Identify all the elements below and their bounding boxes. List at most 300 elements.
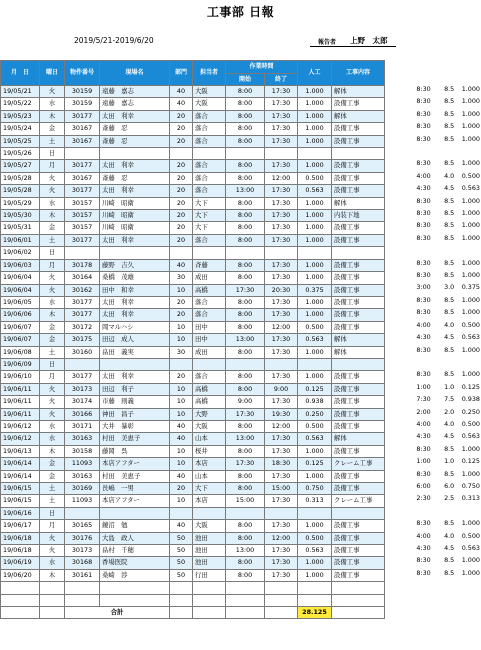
row-property-no: 30167	[65, 135, 100, 147]
row-start: 13:00	[226, 433, 265, 445]
row-start: 8:00	[226, 272, 265, 284]
row-site: 村田 美恵子	[100, 433, 170, 445]
side-decimal: 8.5	[444, 469, 455, 478]
row-end: 17:30	[265, 234, 298, 246]
row-content: 設備工事	[332, 296, 385, 308]
row-weekday: 水	[40, 557, 65, 569]
side-hours	[409, 245, 432, 257]
row-site: 太田 利幸	[100, 185, 170, 197]
total-label: 合計	[65, 607, 170, 619]
row-site: 神田 昌子	[100, 408, 170, 420]
row-start: 8:00	[226, 123, 265, 135]
row-start: 8:00	[226, 520, 265, 532]
table-row	[1, 420, 385, 432]
row-content: 設備工事	[332, 408, 385, 420]
row-manday: 0.938	[298, 396, 332, 408]
row-start: 8:00	[226, 445, 265, 457]
row-property-no: 30177	[65, 234, 100, 246]
row-manday: 1.000	[298, 222, 332, 234]
reporter-name: 上野 太郎	[350, 36, 388, 45]
row-manday: 1.000	[298, 569, 332, 581]
row-date: 19/05/24	[1, 123, 40, 135]
row-weekday: 金	[40, 334, 65, 346]
row-property-no: 30175	[65, 334, 100, 346]
row-person: 大下	[193, 222, 226, 234]
row-weekday: 火	[40, 532, 65, 544]
row-content: 設備工事	[332, 545, 385, 557]
row-weekday: 水	[40, 197, 65, 209]
row-dept: 40	[170, 433, 193, 445]
row-end: 17:30	[265, 334, 298, 346]
row-end	[265, 148, 298, 160]
row-property-no: 11093	[65, 458, 100, 470]
row-end: 17:30	[265, 371, 298, 383]
row-person: 行田	[193, 569, 226, 581]
row-property-no: 30173	[65, 545, 100, 557]
side-hours: 8:30	[416, 370, 431, 379]
row-end: 17:30	[265, 98, 298, 110]
row-manday: 1.000	[298, 346, 332, 358]
row-date: 19/06/11	[1, 408, 40, 420]
row-dept: 20	[170, 309, 193, 321]
row-weekday: 火	[40, 172, 65, 184]
row-manday: 1.000	[298, 445, 332, 457]
row-manday: 1.000	[298, 98, 332, 110]
table-row	[1, 234, 385, 246]
row-manday	[298, 247, 332, 259]
row-date: 19/06/02	[1, 247, 40, 259]
row-start: 8:00	[226, 160, 265, 172]
row-weekday: 日	[40, 247, 65, 259]
row-dept: 40	[170, 86, 193, 98]
side-row	[409, 133, 481, 145]
row-end: 17:30	[265, 495, 298, 507]
side-decimal	[431, 146, 455, 158]
side-manday: 1.000	[461, 122, 480, 131]
side-row	[409, 195, 481, 207]
row-person: 落合	[193, 185, 226, 197]
row-person: 大阪	[193, 420, 226, 432]
row-start: 8:00	[226, 110, 265, 122]
row-person: 山本	[193, 433, 226, 445]
side-row	[409, 493, 481, 505]
side-decimal: 8.5	[444, 209, 455, 218]
row-start: 8:00	[226, 420, 265, 432]
row-dept: 20	[170, 160, 193, 172]
row-date: 19/05/22	[1, 98, 40, 110]
side-hours: 8:30	[416, 233, 431, 242]
row-dept: 50	[170, 569, 193, 581]
side-hours: 4:30	[416, 184, 431, 193]
row-manday: 1.000	[298, 135, 332, 147]
row-dept: 20	[170, 222, 193, 234]
row-date: 19/05/23	[1, 110, 40, 122]
side-manday: 1.000	[461, 109, 480, 118]
table-row	[1, 545, 385, 557]
side-decimal: 4.0	[444, 419, 455, 428]
row-end: 17:30	[265, 272, 298, 284]
row-content: 解体	[332, 86, 385, 98]
row-person: 大阪	[193, 520, 226, 532]
header-start: 開始	[226, 74, 265, 86]
row-date: 19/06/14	[1, 470, 40, 482]
row-start: 8:00	[226, 98, 265, 110]
row-content: 設備工事	[332, 383, 385, 395]
row-dept: 40	[170, 470, 193, 482]
side-decimal: 8.5	[444, 370, 455, 379]
row-dept: 10	[170, 396, 193, 408]
side-manday: 1.000	[461, 209, 480, 218]
row-dept	[170, 148, 193, 160]
side-hours: 1:00	[416, 457, 431, 466]
row-dept: 50	[170, 545, 193, 557]
row-weekday: 水	[40, 420, 65, 432]
side-decimal: 8.5	[444, 345, 455, 354]
side-decimal: 8.5	[444, 196, 455, 205]
row-person: 落合	[193, 296, 226, 308]
row-manday: 0.563	[298, 433, 332, 445]
side-hours: 4:30	[416, 432, 431, 441]
row-content: 設備工事	[332, 396, 385, 408]
side-manday: 1.000	[461, 370, 480, 379]
row-weekday: 火	[40, 185, 65, 197]
row-dept	[170, 247, 193, 259]
report-period: 2019/5/21-2019/6/20	[74, 36, 154, 45]
row-person	[193, 148, 226, 160]
row-site: 本店アフター	[100, 495, 170, 507]
table-row	[1, 371, 385, 383]
side-manday: 0.500	[461, 419, 480, 428]
row-start: 8:00	[226, 197, 265, 209]
side-row	[409, 146, 481, 158]
header-content: 工事内容	[332, 61, 385, 86]
row-dept: 10	[170, 495, 193, 507]
row-content: 解体	[332, 334, 385, 346]
row-property-no: 30159	[65, 86, 100, 98]
row-start	[226, 358, 265, 370]
side-row	[409, 530, 481, 542]
side-decimal: 4.5	[444, 543, 455, 552]
side-manday: 0.313	[461, 494, 480, 503]
table-row	[1, 272, 385, 284]
row-site: 畠村 千穂	[100, 545, 170, 557]
side-row	[409, 480, 481, 492]
table-row	[1, 247, 385, 259]
table-row	[1, 358, 385, 370]
header-date: 月 日	[1, 61, 40, 86]
side-manday: 1.000	[461, 271, 480, 280]
row-site: 川崎 昭衛	[100, 197, 170, 209]
row-end: 17:30	[265, 445, 298, 457]
daily-report-table	[0, 60, 385, 619]
header-weekday: 曜日	[40, 61, 65, 86]
side-hours: 8:30	[416, 556, 431, 565]
row-date: 19/06/15	[1, 495, 40, 507]
row-manday: 0.563	[298, 545, 332, 557]
row-end: 17:30	[265, 569, 298, 581]
side-decimal	[431, 245, 455, 257]
row-site: 畠田 義実	[100, 346, 170, 358]
row-content: 設備工事	[332, 234, 385, 246]
row-property-no: 30164	[65, 272, 100, 284]
row-property-no: 30168	[65, 557, 100, 569]
row-weekday: 日	[40, 148, 65, 160]
row-content: 設備工事	[332, 569, 385, 581]
row-site	[100, 358, 170, 370]
row-property-no: 30163	[65, 433, 100, 445]
row-content: 解体	[332, 110, 385, 122]
side-row	[409, 170, 481, 182]
side-manday: 1.000	[461, 97, 480, 106]
row-content: 設備工事	[332, 321, 385, 333]
side-decimal: 8.5	[444, 295, 455, 304]
side-hours	[409, 505, 432, 517]
table-row	[1, 334, 385, 346]
row-start: 8:00	[226, 371, 265, 383]
side-manday: 1.000	[461, 469, 480, 478]
side-manday: 1.000	[461, 345, 480, 354]
row-manday: 1.000	[298, 210, 332, 222]
row-date: 19/06/11	[1, 396, 40, 408]
side-hours: 8:30	[416, 519, 431, 528]
row-site: 岡マルハシ	[100, 321, 170, 333]
side-manday: 1.000	[461, 568, 480, 577]
row-property-no: 30177	[65, 309, 100, 321]
row-property-no: 30178	[65, 259, 100, 271]
row-site: 大島 政人	[100, 532, 170, 544]
row-dept: 20	[170, 172, 193, 184]
row-manday: 0.125	[298, 383, 332, 395]
row-weekday: 日	[40, 507, 65, 519]
row-date: 19/06/14	[1, 458, 40, 470]
side-hours: 3:00	[416, 283, 431, 292]
side-manday: 0.375	[461, 283, 480, 292]
row-dept: 10	[170, 408, 193, 420]
row-date: 19/06/16	[1, 507, 40, 519]
side-hours: 8:30	[416, 196, 431, 205]
row-end: 12:00	[265, 321, 298, 333]
row-site	[100, 148, 170, 160]
side-hours: 4:00	[416, 531, 431, 540]
side-row	[409, 307, 481, 319]
side-hours: 4:00	[416, 419, 431, 428]
table-row	[1, 309, 385, 321]
row-site: 遠藤 嘉志	[100, 86, 170, 98]
side-manday: 1.000	[461, 444, 480, 453]
row-person: 大下	[193, 483, 226, 495]
side-row	[409, 294, 481, 306]
row-manday: 0.500	[298, 420, 332, 432]
row-dept: 20	[170, 185, 193, 197]
side-row	[409, 555, 481, 567]
row-manday: 1.000	[298, 309, 332, 321]
side-row	[409, 220, 481, 232]
row-start: 8:00	[226, 321, 265, 333]
row-content: 設備工事	[332, 135, 385, 147]
row-site: 遠藤 嘉志	[100, 98, 170, 110]
side-row	[409, 245, 481, 257]
side-hours: 4:30	[416, 543, 431, 552]
side-manday: 1.000	[461, 196, 480, 205]
side-hours: 4:00	[416, 171, 431, 180]
row-person: 大下	[193, 197, 226, 209]
row-weekday: 金	[40, 123, 65, 135]
table-row	[1, 197, 385, 209]
row-property-no	[65, 247, 100, 259]
side-manday	[455, 356, 481, 368]
row-dept: 30	[170, 346, 193, 358]
header-dept: 部門	[170, 61, 193, 86]
side-decimal: 7.5	[444, 395, 455, 404]
side-row	[409, 282, 481, 294]
row-manday: 0.125	[298, 458, 332, 470]
row-date: 19/06/12	[1, 420, 40, 432]
row-property-no: 30177	[65, 296, 100, 308]
side-hours: 4:00	[416, 320, 431, 329]
row-site: 太田 利幸	[100, 371, 170, 383]
row-dept	[170, 507, 193, 519]
row-manday	[298, 507, 332, 519]
row-content: 設備工事	[332, 123, 385, 135]
side-hours: 8:30	[416, 469, 431, 478]
row-content: 設備工事	[332, 284, 385, 296]
side-hours: 2:00	[416, 407, 431, 416]
side-decimal: 2.0	[444, 407, 455, 416]
row-start	[226, 507, 265, 519]
table-row	[1, 396, 385, 408]
total-value: 28.125	[298, 607, 332, 619]
row-date: 19/05/29	[1, 197, 40, 209]
row-content	[332, 358, 385, 370]
row-start: 17:30	[226, 284, 265, 296]
side-row	[409, 443, 481, 455]
row-person: 本店	[193, 495, 226, 507]
row-date: 19/06/04	[1, 272, 40, 284]
header-site: 現場名	[100, 61, 170, 86]
table-row	[1, 470, 385, 482]
row-date: 19/06/18	[1, 532, 40, 544]
row-start: 13:00	[226, 334, 265, 346]
side-hours	[409, 356, 432, 368]
row-end: 19:30	[265, 408, 298, 420]
row-start	[226, 247, 265, 259]
table-row	[1, 495, 385, 507]
row-start: 8:00	[226, 557, 265, 569]
row-end	[265, 507, 298, 519]
row-manday: 1.000	[298, 520, 332, 532]
row-weekday: 木	[40, 110, 65, 122]
row-end: 12:00	[265, 532, 298, 544]
row-site: 田中 和幸	[100, 284, 170, 296]
table-row	[1, 284, 385, 296]
side-decimal: 8.5	[444, 258, 455, 267]
row-site: 田辺 成人	[100, 334, 170, 346]
row-weekday: 木	[40, 569, 65, 581]
side-hours: 1:00	[416, 382, 431, 391]
side-hours: 8:30	[416, 308, 431, 317]
row-content: 設備工事	[332, 172, 385, 184]
table-row	[1, 520, 385, 532]
row-dept: 40	[170, 98, 193, 110]
row-manday	[298, 358, 332, 370]
row-manday: 1.000	[298, 371, 332, 383]
row-property-no: 30161	[65, 569, 100, 581]
row-manday: 1.000	[298, 160, 332, 172]
row-content: 設備工事	[332, 532, 385, 544]
side-decimal: 8.5	[444, 519, 455, 528]
row-site: 川崎 昭衛	[100, 210, 170, 222]
side-manday: 1.000	[461, 134, 480, 143]
table-row	[1, 110, 385, 122]
row-site: 桑橋 茂雄	[100, 272, 170, 284]
row-dept: 10	[170, 284, 193, 296]
row-end: 17:30	[265, 210, 298, 222]
row-dept: 50	[170, 557, 193, 569]
row-end: 12:00	[265, 172, 298, 184]
row-property-no	[65, 358, 100, 370]
row-person: 落合	[193, 135, 226, 147]
row-weekday: 土	[40, 483, 65, 495]
table-row	[1, 383, 385, 395]
row-manday: 0.563	[298, 334, 332, 346]
side-row	[409, 208, 481, 220]
row-manday: 1.000	[298, 272, 332, 284]
row-weekday: 金	[40, 470, 65, 482]
row-property-no: 30157	[65, 222, 100, 234]
row-site: 藤野 吉久	[100, 259, 170, 271]
side-row	[409, 344, 481, 356]
row-weekday: 火	[40, 383, 65, 395]
row-site: 斎藤 忍	[100, 123, 170, 135]
row-manday: 1.000	[298, 197, 332, 209]
row-manday: 1.000	[298, 470, 332, 482]
row-weekday: 月	[40, 520, 65, 532]
row-content: 内装下地	[332, 210, 385, 222]
row-start: 8:00	[226, 532, 265, 544]
row-weekday: 火	[40, 545, 65, 557]
side-decimal: 3.0	[444, 283, 455, 292]
row-manday: 1.000	[298, 557, 332, 569]
row-date: 19/05/21	[1, 86, 40, 98]
table-row	[1, 557, 385, 569]
row-property-no: 30158	[65, 445, 100, 457]
table-row	[1, 483, 385, 495]
row-weekday: 木	[40, 210, 65, 222]
side-decimal: 8.5	[444, 159, 455, 168]
side-hours: 8:30	[416, 85, 431, 93]
side-hours: 7:30	[416, 395, 431, 404]
side-manday: 0.563	[461, 184, 480, 193]
row-weekday: 日	[40, 358, 65, 370]
row-dept: 20	[170, 197, 193, 209]
row-weekday: 土	[40, 495, 65, 507]
side-manday: 1.000	[461, 519, 480, 528]
side-hours: 8:30	[416, 221, 431, 230]
row-person: 池田	[193, 545, 226, 557]
row-site: 香場医院	[100, 557, 170, 569]
side-hours: 8:30	[416, 209, 431, 218]
side-decimal: 1.0	[444, 457, 455, 466]
row-start: 17:30	[226, 408, 265, 420]
row-content: 解体	[332, 197, 385, 209]
header-manday: 人工	[298, 61, 332, 86]
row-weekday: 月	[40, 371, 65, 383]
row-weekday: 火	[40, 408, 65, 420]
row-person: 落合	[193, 371, 226, 383]
row-end	[265, 247, 298, 259]
row-site: 鏡沼 勉	[100, 520, 170, 532]
table-row	[1, 185, 385, 197]
